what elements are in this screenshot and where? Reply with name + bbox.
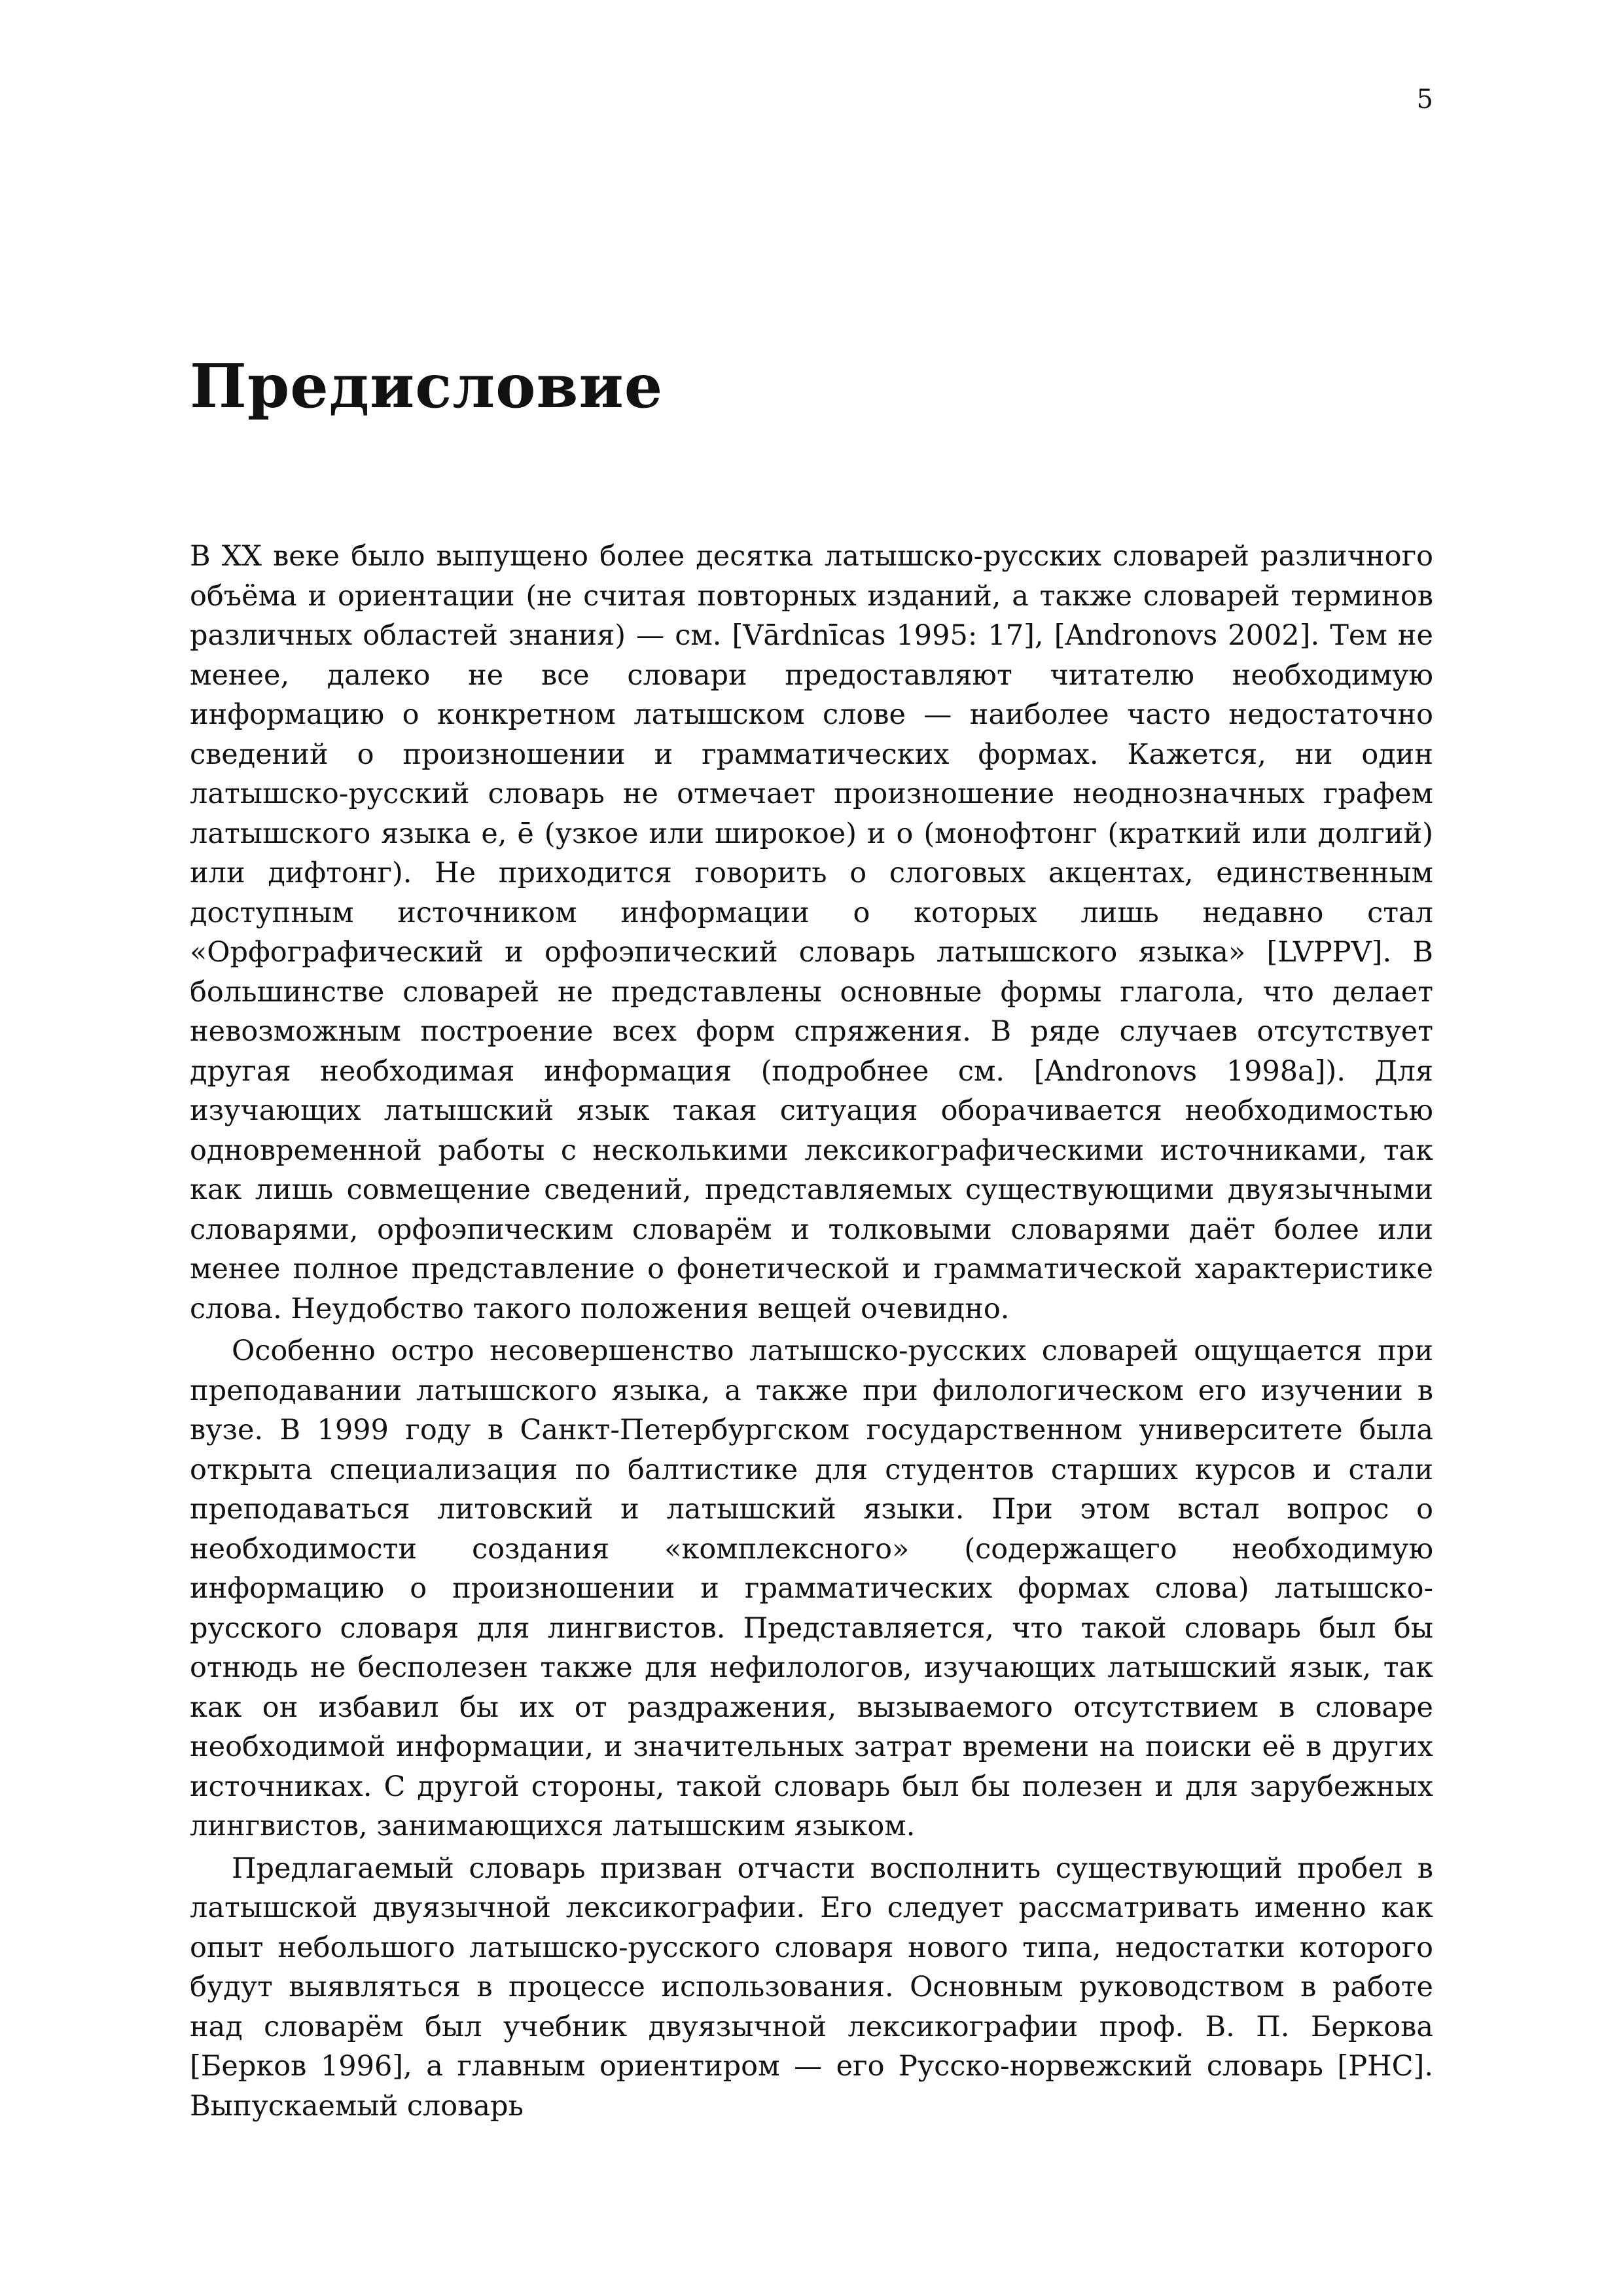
paragraph-3: Предлагаемый словарь призван отчасти восполнить существующий пробел в латышской двуязычной лексикографии. Его следует рассматривать именно как опыт небольшого латышско-русского словаря нового типа, недостатки которого будут выявляться в процессе использования. Основным руководством в работе над словарём был учебник двуязычной лексикографии проф. В. П. Беркова [Берков 1996], а главным ориентиром — его Русско-норвежский словарь [РНС]. Выпускаемый словарь	[190, 1852, 1433, 2123]
chapter-title: Предисловие	[190, 351, 664, 422]
paragraph-1: В XX веке было выпущено более десятка латышско-русских словарей различного объёма и ориентации (не считая повторных изданий, а также словарей терминов различных областей знания) — см. [Vārdnīcas 1995: 17], [Andronovs 2002]. Тем не менее, далеко не все словари предоставляют читателю необходимую информацию о конкретном латышском слове — наиболее часто недостаточно сведений о произношении и грамматических формах. Кажется, ни один латышско-русский словарь не отмечает произношение неоднозначных графем латышского языка e, ē (узкое или широкое) и o (монофтонг (краткий или долгий) или дифтонг). Не приходится говорить о слоговых акцентах, единственным доступным источником информации о которых лишь недавно стал «Орфографический и орфоэпический словарь латышского языка» [LVPPV]. В большинстве словарей не представлены основные формы глагола, что делает невозможным построение всех форм спряжения. В ряде случаев отсутствует другая необходимая информация (подробнее см. [Andronovs 1998a]). Для изучающих латышский язык такая ситуация оборачивается необходимостью одновременной работы с несколькими лексикографическими источниками, так как лишь совмещение сведений, представляемых существующими двуязычными словарями, орфоэпическим словарём и толковыми словарями даёт более или менее полное представление о фонетической и грамматической характеристике слова. Неудобство такого положения вещей очевидно.	[190, 540, 1433, 1325]
body-text	[190, 537, 1433, 2126]
page-number: 5	[1416, 84, 1433, 115]
paragraph-2: Особенно остро несовершенство латышско-русских словарей ощущается при преподавании латышского языка, а также при филологическом его изучении в вузе. В 1999 году в Санкт-Петербургском государственном университете была открыта специализация по балтистике для студентов старших курсов и стали преподаваться литовский и латышский языки. При этом встал вопрос о необходимости создания «комплексного» (содержащего необходимую информацию о произношении и грамматических формах слова) латышско-русского словаря для лингвистов. Представляется, что такой словарь был бы отнюдь не бесполезен также для нефилологов, изучающих латышский язык, так как он избавил бы их от раздражения, вызываемого отсутствием в словаре необходимой информации, и значительных затрат времени на поиски её в других источниках. С другой стороны, такой словарь был бы полезен и для зарубежных лингвистов, занимающихся латышским языком.	[190, 1335, 1433, 1842]
